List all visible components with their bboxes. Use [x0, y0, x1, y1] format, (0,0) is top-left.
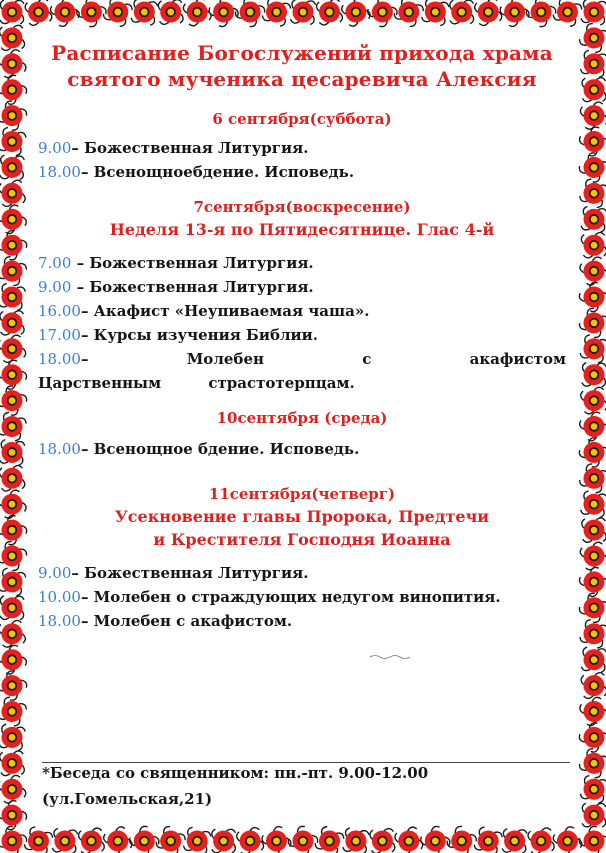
flower-ornament — [286, 824, 320, 853]
flower-ornament — [314, 825, 346, 853]
service-text: – Молебен о страждующих недугом винопития. — [80, 588, 501, 606]
time: 18.00 — [38, 612, 81, 630]
flower-ornament — [579, 386, 606, 415]
flower-ornament — [0, 0, 24, 24]
service-text: – Всенощноебдение. Исповедь. — [80, 163, 355, 181]
flower-ornament — [581, 517, 606, 543]
flower-ornament — [315, 0, 343, 26]
flower-ornament — [421, 0, 450, 27]
section-sep-11 — [38, 483, 566, 633]
flower-ornament — [577, 824, 606, 853]
flower-ornament — [0, 126, 27, 156]
flower-ornament — [24, 0, 54, 27]
flower-ornament — [0, 750, 25, 776]
flower-ornament — [0, 99, 29, 132]
flower-ornament — [130, 0, 158, 26]
flower-ornament — [551, 825, 584, 853]
time: 17.00 — [38, 326, 81, 344]
flower-ornament — [0, 596, 24, 620]
day-heading: 10сентября (среда) — [216, 409, 388, 427]
flower-ornament — [579, 775, 606, 804]
day-heading: 6 сентября(суббота) — [212, 110, 392, 128]
flower-ornament — [582, 803, 606, 827]
section-sep-10 — [38, 407, 566, 461]
list-item — [38, 437, 566, 461]
time: 7.00 — [38, 254, 72, 272]
flower-ornament — [580, 0, 606, 26]
flower-ornament — [449, 0, 474, 24]
flower-ornament — [580, 672, 606, 700]
day-heading: 7сентября(воскресение) — [193, 198, 411, 216]
flower-ornament — [581, 647, 606, 673]
schedule-content — [38, 36, 566, 816]
footnote — [42, 760, 570, 812]
flower-ornament — [369, 828, 396, 853]
flower-ornament — [580, 231, 606, 258]
flower-ornament — [0, 24, 26, 51]
time: 9.00 — [38, 564, 72, 582]
flower-ornament — [0, 567, 27, 597]
flower-ornament — [0, 439, 25, 465]
service-text: – Всенощное бдение. Исповедь. — [80, 440, 360, 458]
time: 18.00 — [38, 440, 81, 458]
flower-ornament — [127, 824, 161, 853]
flower-ornament — [0, 228, 29, 262]
list-item — [38, 561, 566, 585]
service-text: – Божественная Литургия. — [71, 564, 309, 582]
time: 18.00 — [38, 163, 81, 181]
flower-ornament — [0, 669, 29, 703]
flower-ornament — [23, 825, 54, 853]
feast-heading: Неделя 13-я по Пятидесятнице. Глас 4-й — [109, 220, 495, 239]
flower-ornament — [0, 464, 26, 492]
flower-ornament — [579, 334, 606, 364]
time: 16.00 — [38, 302, 81, 320]
flower-ornament — [552, 0, 584, 28]
decorative-squiggle — [370, 654, 410, 660]
day-heading: 11сентября(четверг) — [208, 485, 396, 503]
feast-heading: и Крестителя Господня Иоанна — [153, 530, 451, 549]
flower-ornament — [580, 49, 606, 78]
flower-ornament — [0, 619, 27, 649]
time: 9.00 — [38, 278, 72, 296]
flower-ornament — [578, 178, 606, 209]
flower-ornament — [418, 824, 452, 853]
flower-ornament — [158, 0, 184, 25]
title-line-1: Расписание Богослужений прихода храма — [51, 41, 553, 65]
flower-ornament — [0, 310, 25, 336]
list-item — [38, 136, 566, 160]
service-text: – Божественная Литургия. — [71, 254, 314, 272]
flower-ornament — [0, 513, 29, 547]
list-item — [38, 323, 566, 347]
flower-ornament — [578, 22, 606, 55]
footnote-line-1: *Беседа со священником: пн.-пт. 9.00-12.00 — [42, 764, 429, 782]
service-text: – Божественная Литургия. — [71, 278, 314, 296]
flower-ornament — [580, 490, 606, 518]
flower-ornament — [0, 179, 27, 208]
flower-ornament — [578, 255, 606, 287]
flower-ornament — [578, 618, 606, 649]
flower-ornament — [579, 100, 606, 131]
flower-ornament — [290, 0, 316, 25]
flower-ornament — [182, 0, 213, 28]
flower-ornament — [0, 384, 29, 418]
list-item — [38, 299, 566, 323]
flower-ornament — [581, 206, 606, 233]
service-text: – Молебен с акафистом. — [80, 612, 293, 630]
flower-ornament — [211, 829, 235, 853]
flower-ornament — [0, 643, 29, 676]
flower-ornament — [0, 358, 29, 392]
flower-ornament — [527, 827, 556, 853]
title-line-2: святого мученика цесаревича Алексия — [67, 67, 537, 91]
time: 10.00 — [38, 588, 81, 606]
flower-ornament — [77, 827, 105, 853]
flower-ornament — [261, 0, 292, 27]
flower-ornament — [582, 362, 606, 386]
flower-ornament — [0, 798, 29, 832]
flower-ornament — [154, 825, 187, 853]
service-text: – Курсы изучения Библии. — [80, 326, 319, 344]
flower-ornament — [0, 155, 24, 180]
list-item — [38, 275, 566, 299]
flower-ornament — [581, 77, 606, 102]
flower-ornament — [235, 826, 265, 853]
flower-ornament — [0, 283, 26, 311]
flower-ornament — [260, 824, 293, 853]
time: 9.00 — [38, 139, 72, 157]
flower-ornament — [340, 0, 372, 28]
service-text: – Божественная Литургия. — [71, 139, 309, 157]
feast-heading: Усекновение главы Пророка, Предтечи — [114, 507, 490, 526]
flower-ornament — [52, 828, 78, 853]
footnote-line-2: (ул.Гомельская,21) — [42, 790, 213, 808]
service-text: – Молебен с акафистом Царственным страстотерпцам. — [38, 350, 566, 392]
flower-ornament — [445, 824, 478, 853]
list-item — [38, 609, 566, 633]
flower-ornament — [183, 826, 212, 853]
time: 18.00 — [38, 350, 81, 368]
service-text: – Акафист «Неупиваемая чаша». — [80, 302, 370, 320]
flower-ornament — [0, 73, 29, 107]
flower-ornament — [102, 825, 134, 853]
flower-ornament — [0, 723, 26, 751]
flower-ornament — [473, 826, 504, 853]
flower-ornament — [502, 828, 527, 853]
list-item — [38, 160, 566, 184]
flower-ornament — [342, 827, 369, 853]
flower-ornament — [102, 0, 134, 28]
list-item — [38, 251, 566, 275]
flower-ornament — [578, 540, 606, 571]
flower-ornament — [473, 0, 503, 27]
list-item — [38, 347, 566, 395]
flower-ornament — [393, 825, 424, 853]
section-sep-6 — [38, 108, 566, 184]
list-item — [38, 585, 566, 609]
page-title — [38, 40, 566, 92]
section-sep-7 — [38, 196, 566, 395]
